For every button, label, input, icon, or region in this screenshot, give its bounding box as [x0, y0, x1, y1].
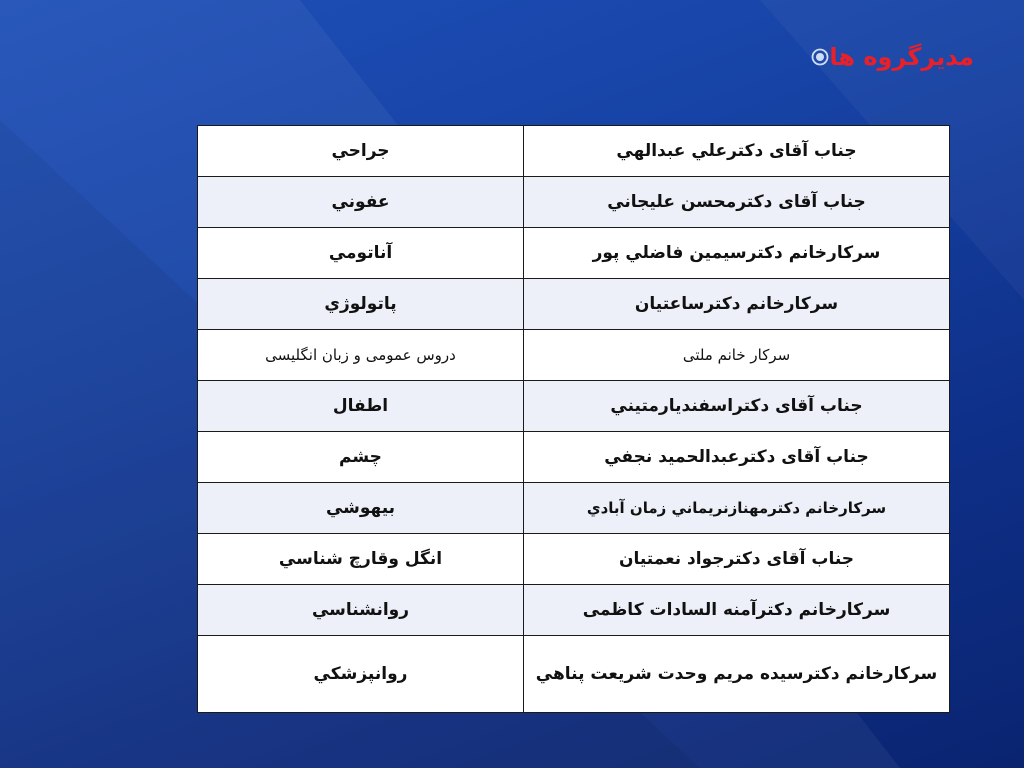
department-heads-table-wrapper — [197, 125, 938, 713]
department-cell: عفوني — [198, 177, 524, 228]
department-cell: آناتومي — [198, 228, 524, 279]
department-cell: روانپزشکي — [198, 636, 524, 713]
table-row — [198, 381, 950, 432]
table-row — [198, 177, 950, 228]
department-cell: چشم — [198, 432, 524, 483]
head-name-cell: جناب آقای دکترمحسن عليجاني — [524, 177, 950, 228]
table-row — [198, 330, 950, 381]
head-name-cell: سرکارخانم دکترسيمين فاضلي پور — [524, 228, 950, 279]
table-row — [198, 279, 950, 330]
head-name-cell: سرکارخانم دکترسیده مریم وحدت شریعت پناهي — [524, 636, 950, 713]
table-row — [198, 585, 950, 636]
slide-title: مدیرگروه ها — [829, 43, 974, 71]
department-cell: اطفال — [198, 381, 524, 432]
department-cell: انگل وقارچ شناسي — [198, 534, 524, 585]
table-row — [198, 534, 950, 585]
department-heads-table — [197, 125, 950, 713]
table-row — [198, 483, 950, 534]
head-name-cell: سرکارخانم دکترآمنه السادات کاظمی — [524, 585, 950, 636]
head-name-cell: جناب آقای دکترعبدالحمید نجفي — [524, 432, 950, 483]
department-cell: پاتولوژي — [198, 279, 524, 330]
slide-title-row — [799, 40, 974, 74]
head-name-cell: سرکار خانم ملتی — [524, 330, 950, 381]
table-row — [198, 126, 950, 177]
table-row — [198, 432, 950, 483]
circled-dot-bullet-icon — [811, 48, 829, 66]
department-cell: بيهوشي — [198, 483, 524, 534]
head-name-cell: سرکارخانم دکترساعتیان — [524, 279, 950, 330]
department-cell: روانشناسي — [198, 585, 524, 636]
table-row — [198, 228, 950, 279]
department-cell: دروس عمومی و زبان انگلیسی — [198, 330, 524, 381]
department-cell: جراحي — [198, 126, 524, 177]
head-name-cell: جناب آقای دکتراسفنديارمتيني — [524, 381, 950, 432]
table-row — [198, 636, 950, 713]
head-name-cell: جناب آقای دکترعلي عبدالهي — [524, 126, 950, 177]
head-name-cell: جناب آقای دکترجواد نعمتيان — [524, 534, 950, 585]
head-name-cell: سرکارخانم دکترمهنازنريماني زمان آبادي — [524, 483, 950, 534]
